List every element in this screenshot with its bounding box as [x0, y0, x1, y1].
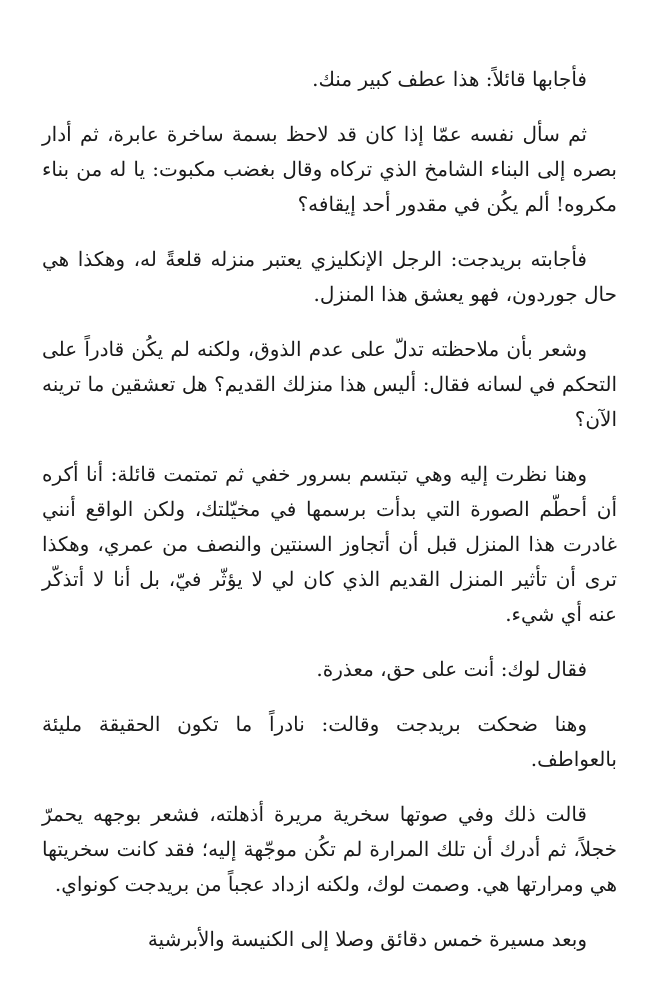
- paragraph-7: وهنا ضحكت بريدجت وقالت: نادراً ما تكون الحقيقة مليئة بالعواطف.: [42, 712, 617, 771]
- document-page: [42, 62, 617, 977]
- paragraph-2: ثم سأل نفسه عمّا إذا كان قد لاحظ بسمة ساخرة عابرة، ثم أدار بصره إلى البناء الشامخ الذي تركاه وقال بغضب مكبوت: يا له من بناء مكروه! ألم يكُن في مقدور أحد إيقافه؟: [42, 122, 617, 216]
- paragraph-1: فأجابها قائلاً: هذا عطف كبير منك.: [312, 67, 587, 91]
- paragraph-9: وبعد مسيرة خمس دقائق وصلا إلى الكنيسة والأبرشية: [147, 927, 587, 951]
- paragraph-5: وهنا نظرت إليه وهي تبتسم بسرور خفي ثم تمتمت قائلة: أنا أكره أن أحطّم الصورة التي بدأت برسمها في مخيّلتك، ولكن الواقع أنني غادرت هذا المنزل قبل أن أتجاوز السنتين والنصف من عمري، وهكذا ترى أن تأثير المنزل القديم الذي كان لي لا يؤثّر فيّ، بل أنا لا أتذكّر عنه أي شيء.: [42, 462, 617, 626]
- paragraph-6: فقال لوك: أنت على حق، معذرة.: [316, 657, 587, 681]
- paragraph-3: فأجابته بريدجت: الرجل الإنكليزي يعتبر منزله قلعةً له، وهكذا هي حال جوردون، فهو يعشق هذا المنزل.: [42, 247, 617, 306]
- paragraph-8: قالت ذلك وفي صوتها سخرية مريرة أذهلته، فشعر بوجهه يحمرّ خجلاً، ثم أدرك أن تلك المرارة لم تكُن موجّهة إليه؛ فقد كانت سخريتها هي ومرارتها هي. وصمت لوك، ولكنه ازداد عجباً من بريدجت كونواي.: [42, 802, 617, 896]
- paragraph-4: وشعر بأن ملاحظته تدلّ على عدم الذوق، ولكنه لم يكُن قادراً على التحكم في لسانه فقال: أليس هذا منزلك القديم؟ هل تعشقين ما ترينه الآن؟: [42, 337, 617, 431]
